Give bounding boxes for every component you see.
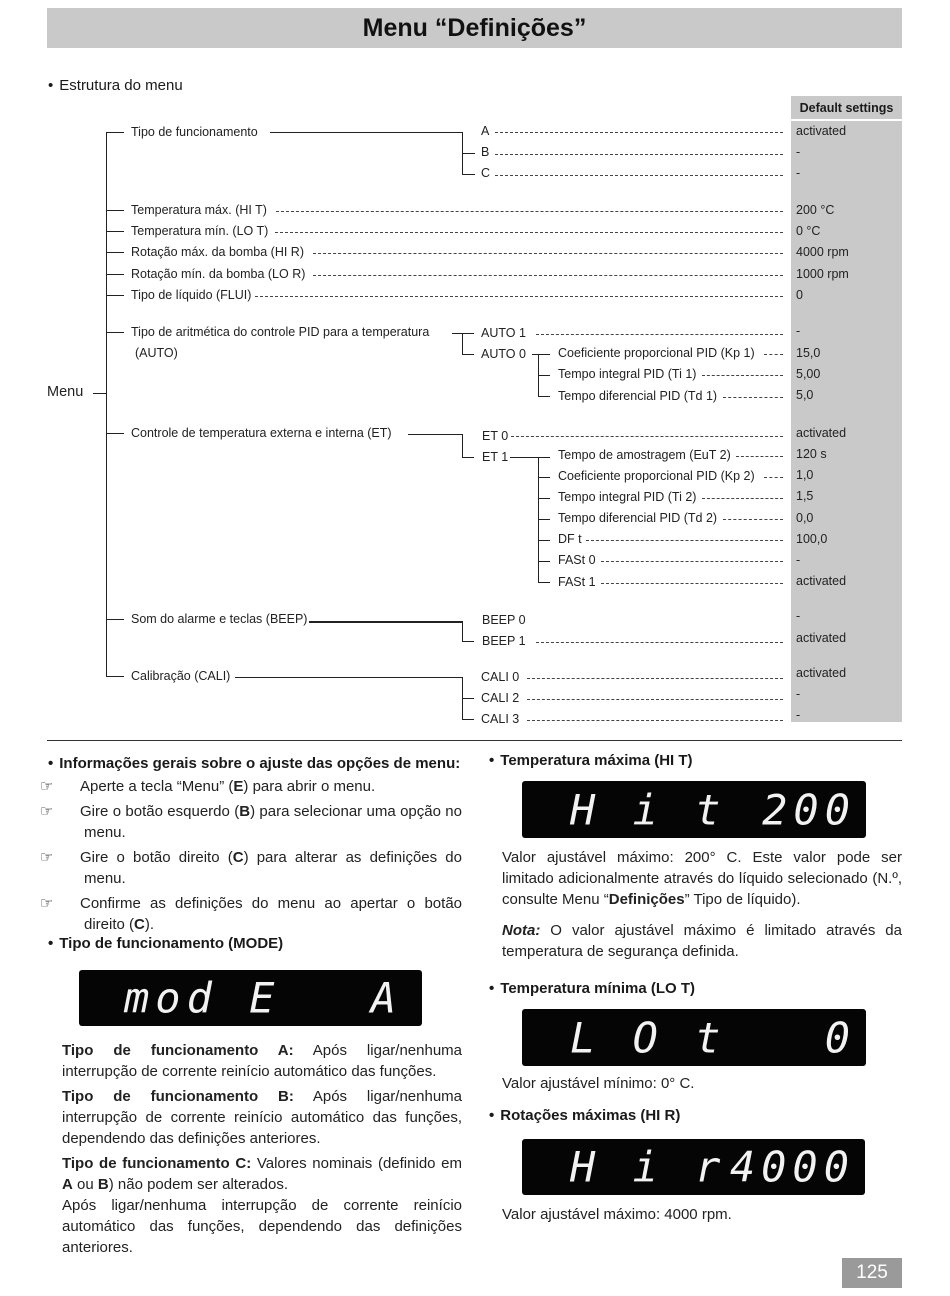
- mode-c-desc-2: Após ligar/nenhuma interrupção de corrente reinício automático das funções, dependendo das definições anteriores.: [62, 1197, 462, 1256]
- tree-ti2: Tempo integral PID (Ti 2): [558, 490, 697, 504]
- tree-kp1: Coeficiente proporcional PID (Kp 1): [558, 346, 755, 360]
- default-ti2: 1,5: [796, 489, 814, 503]
- leader: [601, 583, 783, 584]
- connector: [510, 457, 550, 458]
- lcd-hit-left: H i t: [570, 785, 727, 834]
- bullet-confirm: ☞ Confirme as definições do menu ao apertar o botão direito (C).: [40, 895, 462, 933]
- connector: [538, 498, 550, 499]
- branch: [106, 274, 124, 275]
- lcd-lot-left: L O t: [570, 1013, 727, 1062]
- mode-b-desc: Tipo de funcionamento B: Após ligar/nenhuma interrupção de corrente reinício automático das funções, dependendo das definições anteriores.: [62, 1088, 462, 1147]
- branch: [106, 210, 124, 211]
- hit-description: [502, 847, 902, 966]
- menu-trunk: [106, 132, 107, 677]
- lcd-hir-right: 4000: [729, 1142, 855, 1192]
- tree-auto-line1: Tipo de aritmética do controle PID para a temperatura: [131, 325, 430, 339]
- connector: [462, 153, 475, 154]
- leader: [764, 354, 783, 355]
- default-a: activated: [796, 124, 847, 138]
- leader: [536, 642, 783, 643]
- connector: [532, 354, 550, 355]
- leader: [527, 699, 783, 700]
- connector: [462, 333, 463, 354]
- leader: [723, 519, 783, 520]
- tree-mode-c: C: [481, 166, 491, 180]
- tree-beep0: BEEP 0: [482, 613, 526, 627]
- tree-eut2: Tempo de amostragem (EuT 2): [558, 448, 731, 462]
- lcd-lot-display: [522, 1009, 866, 1066]
- tree-beep1: BEEP 1: [482, 634, 526, 648]
- tree-lot: Temperatura mín. (LO T): [131, 224, 269, 238]
- leader: [702, 375, 783, 376]
- leader: [736, 456, 783, 457]
- lcd-mode-right: A: [370, 973, 402, 1023]
- tree-ti1: Tempo integral PID (Ti 1): [558, 367, 697, 381]
- default-td2: 0,0: [796, 511, 814, 525]
- tree-kp2: Coeficiente proporcional PID (Kp 2): [558, 469, 755, 483]
- connector: [538, 519, 550, 520]
- lot-heading: • Temperatura mínima (LO T): [489, 980, 696, 997]
- leader: [495, 175, 783, 176]
- default-fast0: -: [796, 553, 801, 567]
- hit-heading: • Temperatura máxima (HI T): [489, 752, 693, 769]
- tree-mode: Tipo de funcionamento: [131, 125, 258, 139]
- bullet-select-option: ☞ Gire o botão esquerdo (B) para selecionar uma opção no menu.: [40, 803, 462, 841]
- leader: [586, 540, 783, 541]
- mode-heading: • Tipo de funcionamento (MODE): [48, 935, 284, 952]
- tree-td1: Tempo diferencial PID (Td 1): [558, 389, 718, 403]
- tree-auto0: AUTO 0: [481, 347, 526, 361]
- lcd-hit-display: [522, 781, 866, 838]
- leader: [495, 154, 783, 155]
- connector: [462, 641, 474, 642]
- pointing-hand-icon: ☞: [40, 895, 54, 912]
- connector: [538, 561, 550, 562]
- tree-cali3: CALI 3: [481, 712, 520, 726]
- default-td1: 5,0: [796, 388, 814, 402]
- leader: [313, 253, 783, 254]
- default-beep0: -: [796, 609, 801, 623]
- default-beep1: activated: [796, 631, 847, 645]
- tree-hit: Temperatura máx. (HI T): [131, 203, 267, 217]
- structure-heading: • Estrutura do menu: [48, 77, 183, 94]
- branch: [106, 433, 124, 434]
- leader: [527, 678, 783, 679]
- lcd-hit-right: 200: [762, 785, 856, 834]
- branch: [106, 332, 124, 333]
- pointing-hand-icon: ☞: [40, 778, 54, 795]
- branch: [106, 231, 124, 232]
- tree-mode-b: B: [481, 145, 490, 159]
- hir-text: Valor ajustável máximo: 4000 rpm.: [502, 1206, 732, 1223]
- hir-heading: • Rotações máximas (HI R): [489, 1107, 681, 1124]
- default-dft: 100,0: [796, 532, 828, 546]
- leader: [255, 296, 783, 297]
- branch: [106, 619, 124, 620]
- tree-beep: Som do alarme e teclas (BEEP): [131, 612, 308, 626]
- connector: [462, 174, 475, 175]
- connector: [452, 333, 474, 334]
- connector: [235, 677, 462, 678]
- tree-cali2: CALI 2: [481, 691, 520, 705]
- connector: [462, 719, 474, 720]
- pointing-hand-icon: ☞: [40, 803, 54, 820]
- connector: [462, 457, 474, 458]
- connector: [538, 396, 550, 397]
- tree-td2: Tempo diferencial PID (Td 2): [558, 511, 718, 525]
- connector: [538, 540, 550, 541]
- tree-cali: Calibração (CALI): [131, 669, 231, 683]
- mode-c-desc: Tipo de funcionamento C: Valores nominais (definido em A ou B) não podem ser alterados.: [62, 1155, 462, 1193]
- leader: [723, 397, 783, 398]
- leader: [764, 477, 783, 478]
- tree-flui: Tipo de líquido (FLUI): [131, 288, 252, 302]
- default-et0: activated: [796, 426, 847, 440]
- tree-et0: ET 0: [482, 429, 509, 443]
- default-kp1: 15,0: [796, 346, 821, 360]
- connector: [270, 132, 462, 133]
- lot-description: [502, 1073, 902, 1098]
- leader: [702, 498, 783, 499]
- connector: [462, 434, 463, 457]
- bullet-change-setting: ☞ Gire o botão direito (C) para alterar as definições do menu.: [40, 849, 462, 887]
- tree-et: Controle de temperatura externa e interna (ET): [131, 426, 392, 440]
- tree-dft: DF t: [558, 532, 582, 546]
- leader: [536, 334, 783, 335]
- tree-fast1: FASt 1: [558, 575, 596, 589]
- default-eut2: 120 s: [796, 447, 827, 461]
- tree-cali0: CALI 0: [481, 670, 520, 684]
- section-divider: [47, 740, 902, 741]
- mode-descriptions: [62, 1040, 462, 1262]
- leader: [511, 436, 783, 437]
- tree-auto-line2: (AUTO): [135, 346, 178, 360]
- default-auto1: -: [796, 324, 801, 338]
- default-flui: 0: [796, 288, 803, 302]
- tree-auto1: AUTO 1: [481, 326, 526, 340]
- page-number: 125: [842, 1258, 902, 1288]
- lcd-hir-left: H i r: [570, 1142, 727, 1192]
- info-heading: • Informações gerais sobre o ajuste das opções de menu:: [48, 755, 461, 772]
- lcd-lot-right: 0: [824, 1013, 856, 1062]
- menu-root-connector: [93, 393, 106, 394]
- connector: [538, 582, 550, 583]
- leader: [495, 132, 783, 133]
- info-bullets: [40, 776, 462, 939]
- tree-lor: Rotação mín. da bomba (LO R): [131, 267, 306, 281]
- lcd-hir-display: [522, 1139, 865, 1195]
- default-settings-header: Default settings: [791, 96, 902, 119]
- connector: [462, 698, 474, 699]
- default-c: -: [796, 166, 801, 180]
- default-cali2: -: [796, 687, 801, 701]
- default-cali0: activated: [796, 666, 847, 680]
- connector: [408, 434, 462, 435]
- branch: [106, 252, 124, 253]
- menu-root-label: Menu: [47, 384, 84, 400]
- connector: [462, 621, 463, 641]
- connector: [309, 621, 462, 623]
- connector: [538, 477, 550, 478]
- tree-mode-a: A: [481, 124, 490, 138]
- default-hit: 200 °C: [796, 203, 835, 217]
- page-title: Menu “Definições”: [47, 8, 902, 48]
- leader: [275, 232, 783, 233]
- leader: [601, 561, 783, 562]
- default-cali3: -: [796, 708, 801, 722]
- tree-et1: ET 1: [482, 450, 509, 464]
- default-lor: 1000 rpm: [796, 267, 849, 281]
- branch: [106, 676, 124, 677]
- mode-a-desc: Tipo de funcionamento A: Após ligar/nenhuma interrupção de corrente reinício automático das funções.: [62, 1042, 462, 1080]
- lot-text: Valor ajustável mínimo: 0° C.: [502, 1075, 695, 1092]
- bullet-open-menu: ☞ Aperte a tecla “Menu” (E) para abrir o menu.: [40, 778, 376, 795]
- lcd-mode-display: [79, 970, 422, 1026]
- pointing-hand-icon: ☞: [40, 849, 54, 866]
- connector: [462, 354, 474, 355]
- leader: [313, 275, 783, 276]
- lcd-mode-left: mod E: [124, 973, 281, 1023]
- default-b: -: [796, 145, 801, 159]
- connector: [538, 375, 550, 376]
- leader: [527, 720, 783, 721]
- default-ti1: 5,00: [796, 367, 821, 381]
- hit-text: Valor ajustável máximo: 200° C. Este valor pode ser limitado adicionalmente através do líquido selecionado (N.º, consulte Menu “Definições” Tipo de líquido).: [502, 849, 902, 908]
- branch: [106, 295, 124, 296]
- tree-hir: Rotação máx. da bomba (HI R): [131, 245, 304, 259]
- default-fast1: activated: [796, 574, 847, 588]
- leader: [276, 211, 783, 212]
- tree-fast0: FASt 0: [558, 553, 596, 567]
- default-lot: 0 °C: [796, 224, 821, 238]
- hir-description: [502, 1204, 902, 1229]
- default-hir: 4000 rpm: [796, 245, 849, 259]
- hit-note: Nota: O valor ajustável máximo é limitado através da temperatura de segurança definida.: [502, 922, 902, 960]
- branch: [106, 132, 124, 133]
- default-kp2: 1,0: [796, 468, 814, 482]
